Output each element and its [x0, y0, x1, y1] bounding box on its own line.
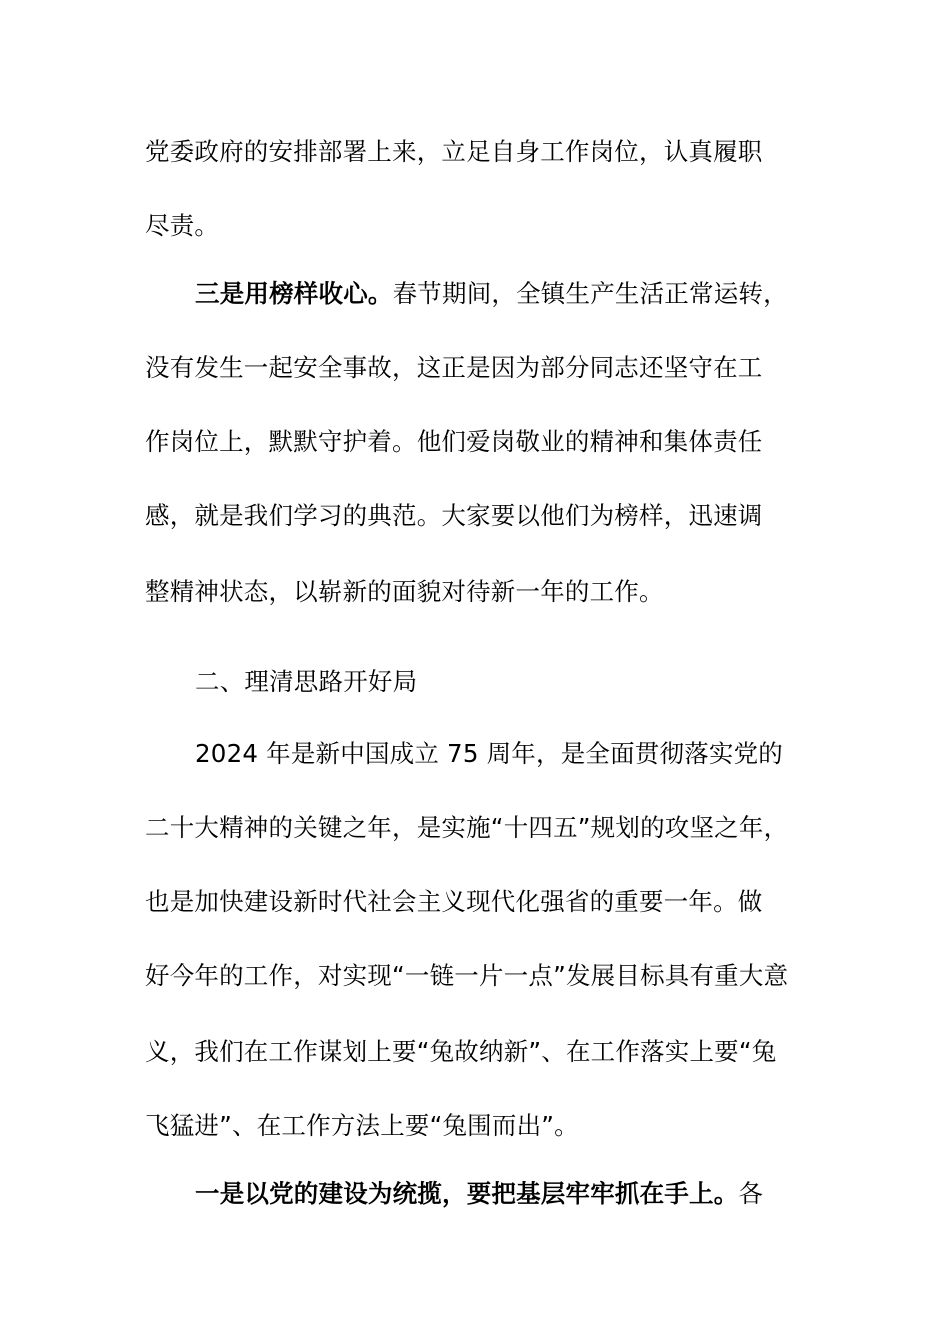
paragraph-line: [145, 960, 788, 992]
line-text: 好今年的工作，对实现“一链一片一点”发展目标具有重大意: [145, 961, 789, 990]
line-text: 尽责。: [145, 211, 220, 240]
paragraph-line: [145, 210, 219, 242]
line-text: 各: [738, 1179, 764, 1208]
paragraph-line: [145, 1110, 579, 1142]
paragraph-line: [195, 1178, 763, 1210]
line-text: 感，就是我们学习的典范。大家要以他们为榜样，迅速调: [145, 501, 763, 530]
line-text: 春节期间，全镇生产生活正常运转，: [392, 279, 788, 308]
heading-text: 二、理清思路开好局: [195, 667, 418, 696]
paragraph-line: [145, 500, 763, 532]
line-text: 2024 年是新中国成立 75 周年，是全面贯彻落实党的: [195, 739, 783, 768]
paragraph-line: [145, 136, 763, 168]
bold-lead-phrase: 三是用榜样收心。: [195, 279, 393, 308]
line-text: 二十大精神的关键之年，是实施“十四五”规划的攻坚之年，: [145, 813, 789, 842]
line-text: 义，我们在工作谋划上要“兔故纳新”、在工作落实上要“兔: [145, 1037, 777, 1066]
paragraph-line: [195, 738, 783, 770]
line-text: 整精神状态，以崭新的面貌对待新一年的工作。: [145, 577, 664, 606]
line-text: 也是加快建设新时代社会主义现代化强省的重要一年。做: [145, 887, 763, 916]
section-heading: [195, 666, 417, 698]
line-text: 党委政府的安排部署上来，立足自身工作岗位，认真履职: [145, 137, 763, 166]
bold-lead-phrase: 一是以党的建设为统揽，要把基层牢牢抓在手上。: [195, 1179, 739, 1208]
paragraph-line: [145, 886, 763, 918]
paragraph-line: [145, 576, 664, 608]
paragraph-line: [145, 426, 763, 458]
paragraph-line: [145, 352, 763, 384]
line-text: 飞猛进”、在工作方法上要“兔围而出”。: [145, 1111, 579, 1140]
line-text: 作岗位上，默默守护着。他们爱岗敬业的精神和集体责任: [145, 427, 763, 456]
line-text: 没有发生一起安全事故，这正是因为部分同志还坚守在工: [145, 353, 763, 382]
paragraph-line: [195, 278, 788, 310]
paragraph-line: [145, 812, 788, 844]
paragraph-line: [145, 1036, 776, 1068]
